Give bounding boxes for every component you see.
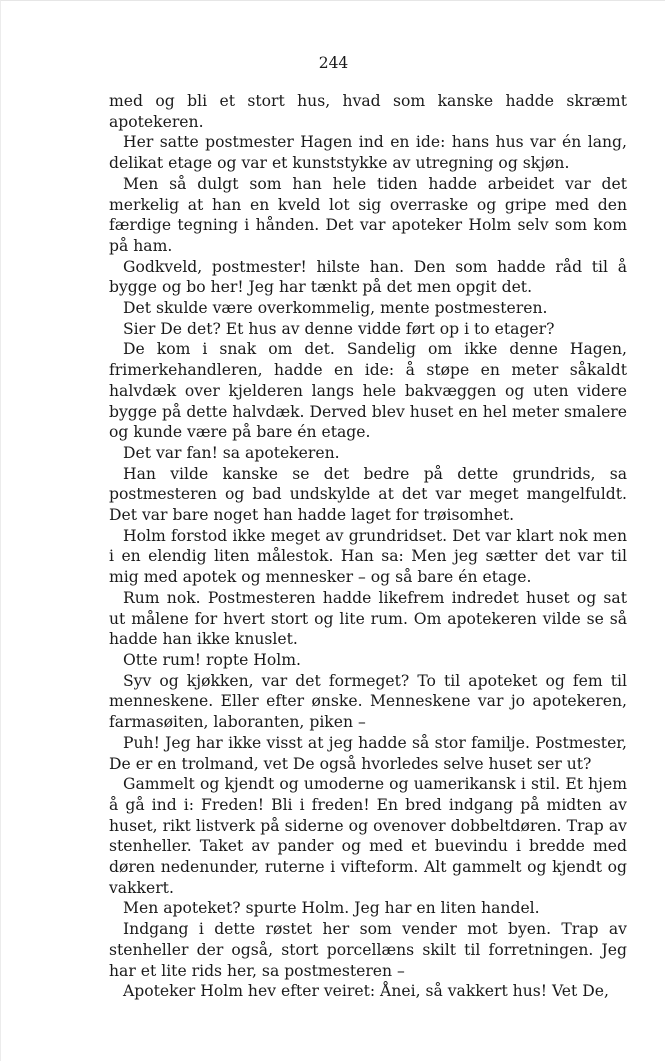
paragraph: Her satte postmester Hagen ind en ide: hans hus var én lang, delikat etage og var et kunststykke av utregning og skjøn. — [109, 133, 627, 173]
paragraph: Sier De det? Et hus av denne vidde ført op i to etager? — [123, 319, 555, 338]
paragraph: Det var fan! sa apotekeren. — [123, 443, 340, 462]
paragraph: Det skulde være overkommelig, mente postmesteren. — [123, 299, 548, 318]
paragraph: De kom i snak om det. Sandelig om ikke denne Hagen, frimerkehandleren, hadde en ide: å støpe en meter såkaldt halvdæk over kjelderen langs hele bakvæggen og uten videre bygge på dette halvdæk. Derved blev huset en hel meter smalere og kunde være på bare én etage. — [109, 340, 627, 442]
paragraph: Han vilde kanske se det bedre på dette grundrids, sa postmesteren og bad undskylde at det var meget mangelfuldt. Det var bare noget han hadde laget for trøisomhet. — [109, 464, 627, 525]
paragraph: Otte rum! ropte Holm. — [123, 650, 302, 669]
paragraph: Rum nok. Postmesteren hadde likefrem indredet huset og sat ut målene for hvert stort og lite rum. Om apotekeren vilde se så hadde han ikke knuslet. — [109, 588, 627, 649]
paragraph: Gammelt og kjendt og umoderne og uamerikansk i stil. Et hjem å gå ind i: Freden! Bli i freden! En bred indgang på midten av huset, rikt listverk på siderne og ovenover dobbeltdøren. Trap av stenheller. Taket av pander og med et buevindu i bredde med døren nedenunder, ruterne i vifteform. Alt gammelt og kjendt og vakkert. — [109, 775, 627, 897]
paragraph: Syv og kjøkken, var det formeget? To til apoteket og fem til menneskene. Eller efter ønske. Menneskene var jo apotekeren, farmasøiten, laboranten, piken – — [109, 671, 627, 732]
paragraph: Godkveld, postmester! hilste han. Den som hadde råd til å bygge og bo her! Jeg har tænkt på det men opgit det. — [109, 257, 627, 297]
body-text — [109, 91, 627, 1002]
page-number: 244 — [318, 54, 349, 72]
paragraph: med og bli et stort hus, hvad som kanske hadde skræmt apotekeren. — [109, 92, 627, 131]
paragraph: Puh! Jeg har ikke visst at jeg hadde så stor familje. Postmester, De er en trolmand, vet De også hvorledes selve huset ser ut? — [109, 733, 627, 773]
paragraph: Men apoteket? spurte Holm. Jeg har en liten handel. — [123, 899, 540, 918]
paragraph: Holm forstod ikke meget av grundridset. Det var klart nok men i en elendig liten målestok. Han sa: Men jeg sætter det var til mig med apotek og mennesker – og så bare én etage. — [109, 526, 627, 587]
paragraph: Men så dulgt som han hele tiden hadde arbeidet var det merkelig at han en kveld lot sig overraske og gripe med den færdige tegning i hånden. Det var apoteker Holm selv som kom på ham. — [109, 174, 627, 255]
paragraph: Apoteker Holm hev efter veiret: Ånei, så vakkert hus! Vet De, — [123, 982, 609, 1001]
paragraph: Indgang i dette røstet her som vender mot byen. Trap av stenheller der også, stort porcellæns skilt til forretningen. Jeg har et lite rids her, sa postmesteren – — [109, 920, 627, 980]
